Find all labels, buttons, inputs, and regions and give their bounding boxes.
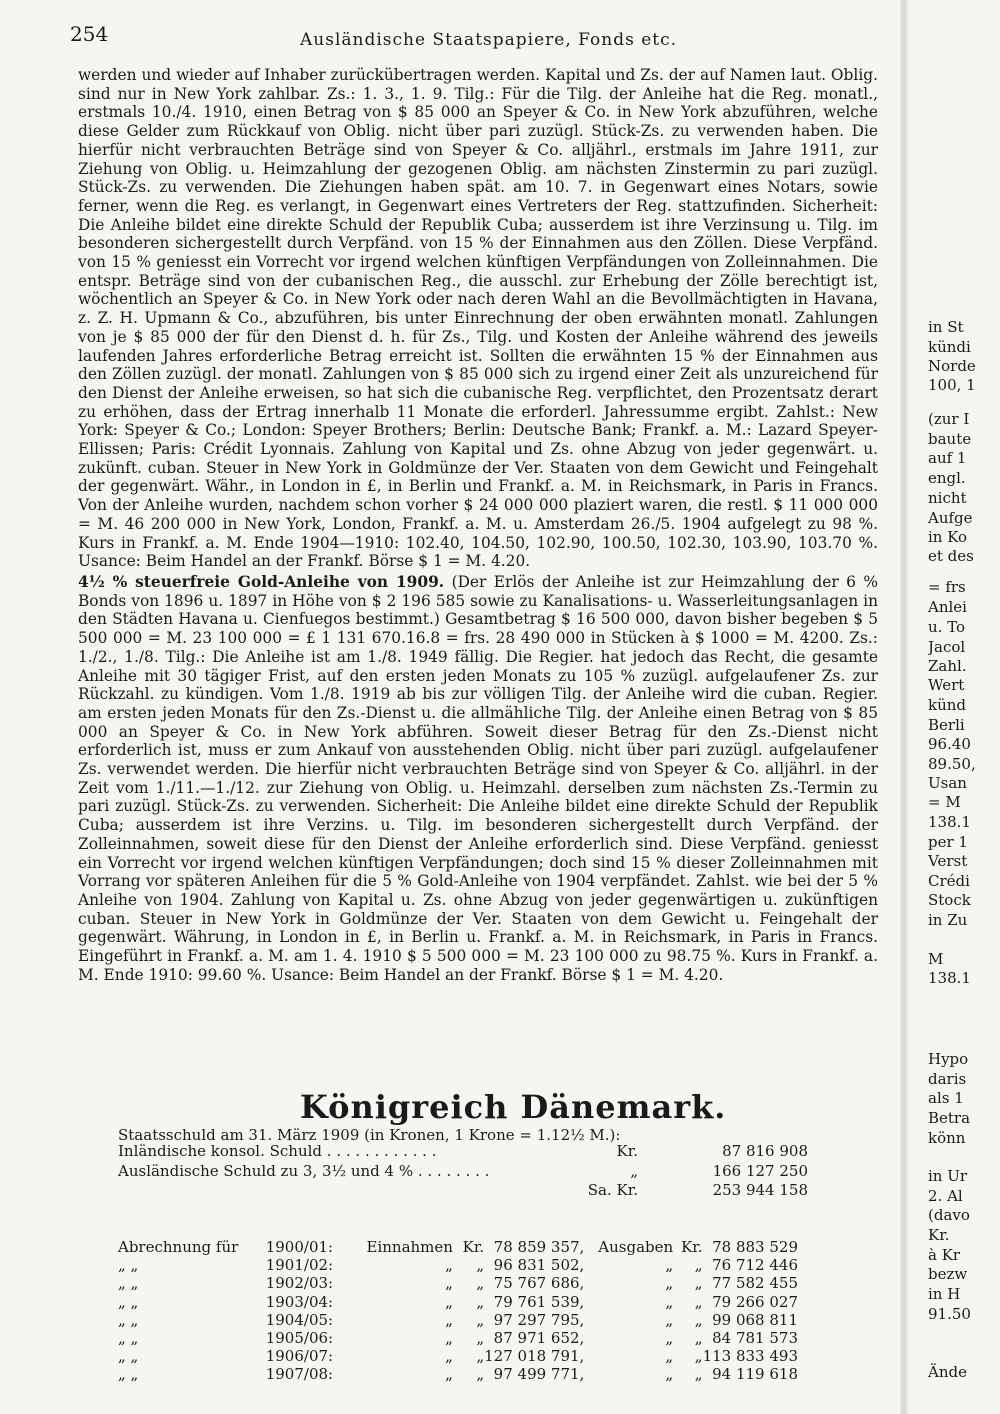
expense-value: 76 712 446 <box>712 1256 798 1275</box>
income-value: 96 831 502, <box>493 1256 585 1275</box>
expense-value: 78 883 529 <box>712 1238 798 1256</box>
budget-row <box>118 1329 798 1347</box>
expense-label: „ <box>665 1310 674 1329</box>
adjacent-page-fragment: per 1 <box>928 833 968 851</box>
adjacent-page-fragment: baute <box>928 430 972 448</box>
income-currency: „ <box>476 1292 485 1311</box>
adjacent-page-fragment: = M <box>928 793 961 811</box>
income-value: 97 499 771, <box>493 1365 585 1384</box>
income-currency: „ <box>476 1329 485 1348</box>
adjacent-page-fragment: Norde <box>928 357 976 375</box>
adjacent-page-fragment: Zahl. <box>928 657 967 675</box>
debt-currency: „ <box>630 1161 638 1180</box>
adjacent-page-fragment: daris <box>928 1070 967 1088</box>
adjacent-page-fragment: Betra <box>928 1109 971 1127</box>
expense-currency: „ <box>694 1310 703 1329</box>
income-value: 78 859 357, <box>493 1238 585 1256</box>
income-label: „ <box>445 1329 453 1348</box>
adjacent-page-fragment: 96.40 <box>928 735 971 753</box>
paragraph-gold-loan-1909 <box>78 573 878 984</box>
expense-label: „ <box>665 1274 674 1293</box>
expense-currency: „ <box>694 1329 703 1348</box>
expense-currency: „ <box>694 1292 703 1311</box>
expense-label: Ausgaben <box>598 1238 674 1256</box>
expense-value: 84 781 573 <box>712 1329 798 1348</box>
income-value: 79 761 539, <box>493 1292 585 1311</box>
income-label: „ <box>445 1347 453 1366</box>
expense-currency: „ <box>694 1347 703 1366</box>
expense-value: 77 582 455 <box>712 1274 798 1293</box>
expense-label: „ <box>665 1329 674 1348</box>
budget-year: 1907/08: <box>265 1365 334 1384</box>
adjacent-page-fragment: = frs <box>928 578 966 596</box>
running-title: Ausländische Staatspapiere, Fonds etc. <box>300 30 678 50</box>
adjacent-page-fragment: (zur I <box>928 410 970 428</box>
adjacent-page-fragment: 91.50 <box>928 1305 971 1323</box>
budget-lead: „ „ <box>118 1274 139 1293</box>
budget-lead: „ „ <box>118 1256 139 1275</box>
income-label: „ <box>445 1292 453 1311</box>
adjacent-page-fragment: M <box>928 950 944 968</box>
income-currency: „ <box>476 1365 485 1384</box>
expense-value: 99 068 811 <box>712 1310 798 1329</box>
adjacent-page-fragment: 100, 1 <box>928 376 976 394</box>
adjacent-page-fragment: et des <box>928 547 974 565</box>
adjacent-page-fragment: in St <box>928 318 964 336</box>
budget-row <box>118 1293 798 1311</box>
debt-amount: 253 944 158 <box>712 1181 808 1199</box>
expense-value: 94 119 618 <box>712 1365 798 1384</box>
adjacent-page-fragment: u. To <box>928 618 966 636</box>
adjacent-page-fragment: als 1 <box>928 1089 964 1107</box>
income-currency: „ <box>476 1310 485 1329</box>
debt-label: Inländische konsol. Schuld . . . . . . . . . . . . <box>118 1142 437 1160</box>
debt-amount: 87 816 908 <box>722 1142 808 1160</box>
adjacent-page-fragment: 2. Al <box>928 1187 963 1205</box>
expense-label: „ <box>665 1256 674 1275</box>
state-debt-intro: Staatsschuld am 31. März 1909 (in Kronen, 1 Krone = 1.12½ M.): <box>118 1126 621 1144</box>
debt-label <box>118 1181 568 1201</box>
income-value: 87 971 652, <box>493 1329 585 1348</box>
budget-year: 1904/05: <box>265 1310 334 1329</box>
adjacent-page-fragment: Wert <box>928 676 965 694</box>
adjacent-page-fragment: Anlei <box>928 598 967 616</box>
adjacent-page-fragment: könn <box>928 1129 966 1147</box>
adjacent-page-fragment: Berli <box>928 716 965 734</box>
income-value: 127 018 791, <box>484 1347 585 1366</box>
adjacent-page-fragment: à Kr <box>928 1246 961 1264</box>
adjacent-page-fragment: Aufge <box>928 509 973 527</box>
income-label: „ <box>445 1310 453 1329</box>
main-text-column <box>78 66 878 984</box>
adjacent-page-fragment: künd <box>928 696 967 714</box>
adjacent-page-fragment: in Ko <box>928 528 968 546</box>
adjacent-page-fragment: Verst <box>928 852 968 870</box>
expense-label: „ <box>665 1347 674 1366</box>
adjacent-page-fragment: Hypo <box>928 1050 969 1068</box>
adjacent-page-fragment: Crédi <box>928 872 970 890</box>
income-currency: „ <box>476 1256 485 1275</box>
expense-value: 79 266 027 <box>712 1292 798 1311</box>
income-currency: „ <box>476 1347 485 1366</box>
budget-year: 1901/02: <box>265 1256 334 1275</box>
budget-lead: „ „ <box>118 1329 139 1348</box>
budget-year: 1900/01: <box>265 1238 334 1256</box>
debt-row <box>118 1162 808 1182</box>
budget-year: 1903/04: <box>265 1292 334 1311</box>
adjacent-page-fragment: engl. <box>928 469 966 487</box>
adjacent-page-fragment: in H <box>928 1285 961 1303</box>
budget-year: 1906/07: <box>265 1347 334 1366</box>
adjacent-page-fragment: bezw <box>928 1265 968 1283</box>
adjacent-page-fragment: 138.1 <box>928 813 971 831</box>
paragraph-5pct-loan-1904: werden und wieder auf Inhaber zurückübertragen werden. Kapital und Zs. der auf Namen laut. Oblig. sind nur in New York zahlbar. Zs.: 1. 3., 1. 9. Tilg.: Für die Tilg. der Anleihe hat die Reg. monatl., erstmals 10./4. 1910, einen Betrag von $ 85 000 an Speyer & Co. in New York abzuführen, welche diese Gelder zum Rückkauf von Oblig. nicht über pari zuzügl. Stück-Zs. zu verwenden haben. Die hierfür nicht verbrauchten Beträge sind von Speyer & Co. alljährl., erstmals im Jahre 1911, zur Ziehung von Oblig. u. Heimzahlung der gezogenen Oblig. am nächsten Zinstermin zu pari zuzügl. Stück-Zs. zu verwenden. Die Ziehungen haben spät. am 10. 7. in Gegenwart eines Notars, sowie ferner, wenn die Reg. es verlangt, in Gegenwart eines Vertreters der Reg. stattzufinden. Sicherheit: Die Anleihe bildet eine direkte Schuld der Republik Cuba; ausserdem ist ihre Verzinsung u. Tilg. im besonderen sichergestellt durch Verpfänd. von 15 % der Einnahmen aus den Zöllen. Diese Verpfänd. von 15 % geniesst ein Vorrecht vor irgend welchen künftigen Verpfändungen von Zolleinnahmen. Die entspr. Beträge sind von der cubanischen Reg., die ausschl. zur Erhebung der Zölle berechtigt ist, wöchentlich an Speyer & Co. in New York oder nach deren Wahl an die Bevollmächtigten in Havana, z. Z. H. Upmann & Co., abzuführen, bis unter Einrechnung der oben erwähnten monatl. Zahlungen von je $ 85 000 der für den Dienst d. h. für Zs., Tilg. und Kosten der Anleihe während des jeweils laufenden Jahres erforderliche Betrag erreicht ist. Sollten die erwähnten 15 % der Einnahmen aus den Zöllen zuzügl. der monatl. Zahlungen von $ 85 000 sich zu irgend einer Zeit als unzureichend für den Dienst der Anleihe erweisen, so hat sich die cubanische Reg. verpflichtet, den Prozentsatz derart zu erhöhen, dass der Ertrag innerhalb 11 Monate die erforderl. Jahressumme ergibt. Zahlst.: New York: Speyer & Co.; London: Speyer Brothers; Berlin: Deutsche Bank; Frankf. a. M.: Lazard Speyer-Ellissen; Paris: Crédit Lyonnais. Zahlung von Kapital und Zs. ohne Abzug von jeder gegenwärt. u. zukünft. cuban. Steuer in New York in Goldmünze der Ver. Staaten von dem Gewicht und Feingehalt der gegenwärt. Währ., in London in £, in Berlin und Frankf. a. M. in Reichsmark, in Paris in Francs. Von der Anleihe wurden, nachdem schon vorher $ 24 000 000 plaziert waren, die restl. $ 11 000 000 = M. 46 200 000 in New York, London, Frankf. a. M. u. Amsterdam 26./5. 1904 aufgelegt zu 98 %. Kurs in Frankf. a. M. Ende 1904—1910: 102.40, 104.50, 102.90, 100.50, 102.30, 103.90, 103.70 %. Usance: Beim Handel an der Frankf. Börse $ 1 = M. 4.20. <box>78 66 878 571</box>
budget-table <box>118 1238 798 1384</box>
expense-currency: Kr. <box>681 1238 703 1256</box>
budget-lead: „ „ <box>118 1292 139 1311</box>
debt-row <box>118 1142 808 1162</box>
adjacent-page-fragment: Ände <box>928 1363 967 1381</box>
adjacent-page-fragment: Usan <box>928 774 967 792</box>
section-title-denmark: Königreich Dänemark. <box>300 1088 727 1126</box>
budget-row <box>118 1311 798 1329</box>
adjacent-page-fragment: 89.50, <box>928 755 976 773</box>
expense-label: „ <box>665 1292 674 1311</box>
income-label: „ <box>445 1256 453 1275</box>
debt-label: Ausländische Schuld zu 3, 3½ und 4 % . . . . . . . . <box>118 1161 490 1180</box>
adjacent-page-column <box>928 0 1000 1414</box>
adjacent-page-fragment: in Zu <box>928 911 968 929</box>
debt-currency: Sa. Kr. <box>587 1181 638 1199</box>
income-label: „ <box>445 1274 453 1293</box>
page-fold <box>900 0 908 1414</box>
budget-row <box>118 1256 798 1274</box>
debt-currency: Kr. <box>616 1142 638 1160</box>
adjacent-page-fragment: auf 1 <box>928 449 967 467</box>
income-value: 75 767 686, <box>493 1274 585 1293</box>
adjacent-page-fragment: nicht <box>928 489 967 507</box>
budget-row <box>118 1274 798 1292</box>
state-debt-table <box>118 1142 808 1201</box>
adjacent-page-fragment: in Ur <box>928 1167 968 1185</box>
budget-row <box>118 1365 798 1383</box>
budget-lead: „ „ <box>118 1310 139 1329</box>
budget-lead: „ „ <box>118 1365 139 1384</box>
income-label: Einnahmen <box>366 1238 453 1256</box>
income-label: „ <box>445 1365 453 1384</box>
gold-loan-1909-heading: 4½ % steuerfreie Gold-Anleihe von 1909. <box>78 572 445 591</box>
expense-value: 113 833 493 <box>702 1347 798 1366</box>
gold-loan-1909-body: (Der Erlös der Anleihe ist zur Heimzahlung der 6 % Bonds von 1896 u. 1897 in Höhe von $ 2 196 585 sowie zu Kanalisations- u. Wasserleitungsanlagen in den Städten Havana u. Cienfuegos bestimmt.) Gesamtbetrag $ 16 500 000, davon bisher begeben $ 5 500 000 = M. 23 100 000 = £ 1 131 670.16.8 = frs. 28 490 000 in Stücken à $ 1000 = M. 4200. Zs.: 1./2., 1./8. Tilg.: Die Anleihe ist am 1./8. 1949 fällig. Die Regier. hat jedoch das Recht, die gesamte Anleihe mit 30 tägiger Frist, auf den ersten jeden Monats zu 105 % zuzügl. aufgelaufener Zs. zur Rückzahl. zu kündigen. Vom 1./8. 1919 ab bis zur völligen Tilg. der Anleihe wird die cuban. Regier. am ersten jeden Monats für den Zs.-Dienst u. die allmähliche Tilg. der Anleihe einen Betrag von $ 85 000 an Speyer & Co. in New York abführen. Soweit dieser Betrag für den Zs.-Dienst nicht erforderlich ist, muss er zum Ankauf von ausstehenden Oblig. nicht über pari zuzügl. aufgelaufener Zs. verwendet werden. Die hierfür nicht verbrauchten Beträge sind von Speyer & Co. alljährl. in der Zeit vom 1./11.—1./12. zur Ziehung von Oblig. u. Heimzahl. derselben zum nächsten Zs.-Termin zu pari zuzügl. Stück-Zs. zu verwenden. Sicherheit: Die Anleihe bildet eine direkte Schuld der Republik Cuba; ausserdem ist ihre Verzins. u. Tilg. im besonderen sichergestellt durch Verpfänd. der Zolleinnahmen, soweit diese für den Dienst der Anleihe erforderlich sind. Diese Verpfänd. geniesst ein Vorrecht vor irgend welchen künftigen Verpfändungen; doch sind 15 % dieser Zolleinnahmen mit Vorrang vor späteren Anleihen für die 5 % Gold-Anleihe von 1904 verpfändet. Zahlst. wie bei der 5 % Anleihe von 1904. Zahlung von Kapital u. Zs. ohne Abzug von jeder gegenwärtigen u. zukünftigen cuban. Steuer in New York in Goldmünze der Ver. Staaten von dem Gewicht u. Feingehalt der gegenwärt. Währung, in London in £, in Berlin u. Frankf. a. M. in Reichsmark, in Paris in Francs. Eingeführt in Frankf. a. M. am 1. 4. 1910 $ 5 500 000 = M. 23 100 000 zu 98.75 %. Kurs in Frankf. a. M. Ende 1910: 99.60 %. Usance: Beim Handel an der Frankf. Börse $ 1 = M. 4.20. <box>78 572 878 984</box>
adjacent-page-fragment: Stock <box>928 891 971 909</box>
adjacent-page-fragment: 138.1 <box>928 969 971 987</box>
income-currency: Kr. <box>462 1238 485 1256</box>
debt-row <box>118 1181 808 1201</box>
budget-lead: Abrechnung für <box>118 1238 239 1256</box>
page-number: 254 <box>70 22 109 46</box>
budget-year: 1905/06: <box>265 1329 334 1348</box>
income-value: 97 297 795, <box>493 1310 585 1329</box>
debt-amount: 166 127 250 <box>712 1161 808 1180</box>
budget-row <box>118 1347 798 1365</box>
adjacent-page-fragment: Jacol <box>928 638 966 656</box>
adjacent-page-fragment: kündi <box>928 338 971 356</box>
budget-lead: „ „ <box>118 1347 139 1366</box>
expense-currency: „ <box>694 1365 703 1384</box>
budget-row <box>118 1238 798 1256</box>
expense-currency: „ <box>694 1274 703 1293</box>
adjacent-page-fragment: (davo <box>928 1206 970 1224</box>
expense-label: „ <box>665 1365 674 1384</box>
expense-currency: „ <box>694 1256 703 1275</box>
adjacent-page-fragment: Kr. <box>928 1226 950 1244</box>
budget-year: 1902/03: <box>265 1274 334 1293</box>
income-currency: „ <box>476 1274 485 1293</box>
